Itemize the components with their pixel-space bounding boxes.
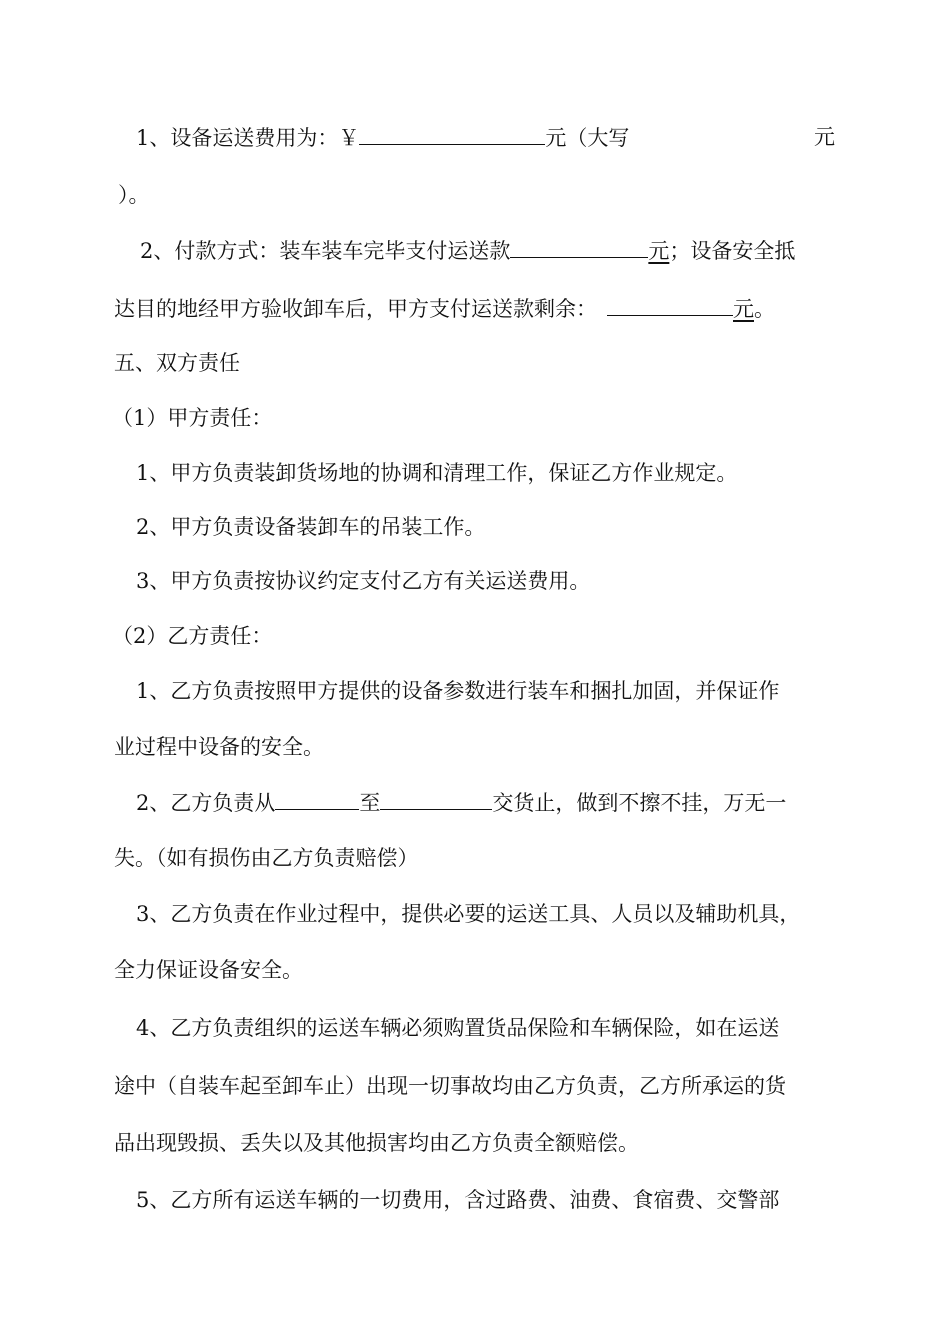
party-b-item-2-line-1: 2、乙方负责从 至 交货止，做到不擦不挂，万无一 — [136, 787, 786, 818]
party-b-item-5-line-1: 5、乙方所有运送车辆的一切费用，含过路费、油费、食宿费、交警部 — [136, 1188, 780, 1212]
party-a-item-2: 2、甲方负责设备装卸车的吊装工作。 — [136, 515, 486, 539]
payment-method-line: 2、付款方式：装车装车完毕支付运送款 元；设备安全抵 — [140, 235, 795, 266]
party-b-item-1-line-1: 1、乙方负责按照甲方提供的设备参数进行装车和捆扎加固，并保证作 — [136, 679, 780, 703]
party-b-title: （2）乙方责任： — [112, 624, 273, 648]
party-a-item-1: 1、甲方负责装卸货场地的协调和清理工作，保证乙方作业规定。 — [136, 461, 738, 485]
to-location-blank — [380, 787, 492, 810]
cost-amount-blank — [359, 122, 545, 145]
party-a-title: （1）甲方责任： — [112, 406, 273, 430]
remaining-amount-blank — [607, 293, 733, 316]
payment-cost-line: 1、设备运送费用为：￥ 元（大写 — [136, 122, 629, 153]
party-b-item-4-line-2: 途中（自装车起至卸车止）出现一切事故均由乙方负责，乙方所承运的货 — [114, 1074, 786, 1098]
payment-cost-close: ）。 — [118, 183, 150, 207]
party-b-item-3-line-1: 3、乙方负责在作业过程中，提供必要的运送工具、人员以及辅助机具， — [136, 902, 801, 926]
party-b-item-3-line-2: 全力保证设备安全。 — [114, 958, 303, 982]
from-location-blank — [275, 787, 359, 810]
section-5-title: 五、双方责任 — [114, 351, 240, 375]
party-b-item-4-line-1: 4、乙方负责组织的运送车辆必须购置货品保险和车辆保险，如在运送 — [136, 1016, 780, 1040]
party-b-item-2-line-2: 失。（如有损伤由乙方负责赔偿） — [114, 846, 419, 870]
payment-arrival-line: 达目的地经甲方验收卸车后，甲方支付运送款剩余： 元。 — [114, 293, 775, 324]
party-a-item-3: 3、甲方负责按协议约定支付乙方有关运送费用。 — [136, 569, 591, 593]
method-amount-blank — [510, 235, 648, 258]
party-b-item-1-line-2: 业过程中设备的安全。 — [114, 735, 324, 759]
party-b-item-4-line-3: 品出现毁损、丢失以及其他损害均由乙方负责全额赔偿。 — [114, 1131, 639, 1155]
payment-cost-end: 元 — [814, 125, 835, 149]
